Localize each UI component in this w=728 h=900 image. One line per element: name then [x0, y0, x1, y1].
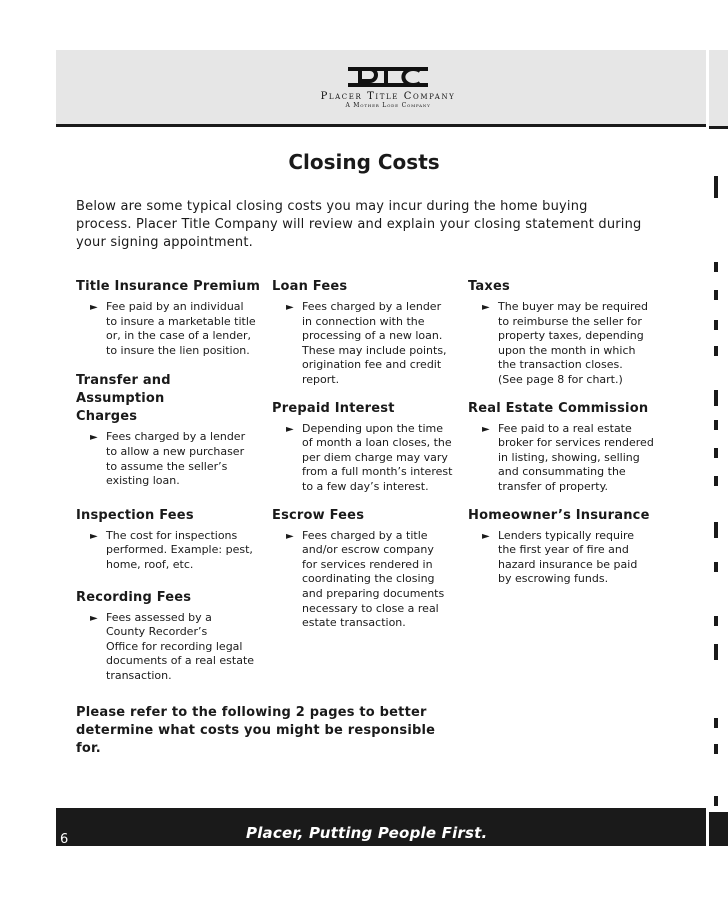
section-homeowners-insurance [468, 507, 658, 587]
section-inspection-fees [76, 507, 266, 573]
list-item: ► Fees charged by a lender to allow a new purchaser to assume the seller’s existing loan. [90, 430, 246, 488]
bullet-arrow-icon: ► [90, 612, 98, 624]
section-taxes [468, 278, 658, 388]
list-item: ► Depending upon the time of month a loan closes, the per diem charge may vary from a full month’s interest to a few day’s interest. [286, 421, 453, 493]
section-heading: Title Insurance Premium [76, 279, 261, 294]
list-item: ► Lenders typically require the first year of fire and hazard insurance be paid by escrowing funds. [482, 528, 638, 586]
company-logo [288, 64, 488, 109]
column-3 [468, 278, 658, 597]
section-recording-fees [76, 589, 266, 684]
section-heading: Escrow Fees [272, 507, 365, 523]
logo-company-name: Placer Title Company [320, 91, 456, 102]
edge-mark [714, 290, 718, 300]
list-item: ► Fees assessed by a County Recorder’s Office for recording legal documents of a real estate transaction. [90, 610, 255, 682]
section-prepaid-interest [272, 400, 462, 495]
section-transfer-assumption [76, 372, 266, 488]
section-heading: Loan Fees [272, 279, 348, 294]
section-escrow-fees [272, 507, 462, 631]
edge-mark [714, 796, 718, 806]
bullet-arrow-icon: ► [90, 432, 98, 444]
section-loan-fees [272, 278, 462, 388]
list-item: ► The cost for inspections performed. Example: pest, home, roof, etc. [90, 528, 253, 571]
edge-mark [714, 448, 718, 458]
page-title: Closing Costs [288, 150, 440, 174]
closing-note: Please refer to the following 2 pages to better determine what costs you might be responsible for. [76, 705, 436, 756]
intro-paragraph: Below are some typical closing costs you may incur during the home buying process. Placer Title Company will review and explain your closing statement during your signing appointment. [76, 199, 642, 250]
page-number: 6 [60, 832, 69, 847]
list-item: ► The buyer may be required to reimburse the seller for property taxes, depending upon the month in which the transaction closes. (See page 8 for chart.) [482, 300, 649, 386]
edge-mark [714, 390, 718, 406]
section-real-estate-commission [468, 400, 658, 495]
next-page-edge-bottom [709, 812, 728, 846]
section-heading: Transfer and Assumption Charges [76, 373, 171, 425]
edge-mark [714, 320, 718, 330]
edge-mark [714, 420, 718, 430]
edge-mark [714, 476, 718, 486]
section-heading: Real Estate Commission [468, 400, 649, 416]
column-2 [272, 278, 462, 641]
footer-tagline: Placer, Putting People First. [246, 824, 488, 842]
edge-mark [714, 262, 718, 272]
bullet-arrow-icon: ► [286, 530, 294, 542]
section-heading: Homeowner’s Insurance [468, 507, 650, 523]
bullet-arrow-icon: ► [482, 423, 490, 435]
section-heading: Prepaid Interest [272, 400, 395, 416]
section-heading: Taxes [468, 279, 510, 294]
edge-mark [714, 644, 718, 660]
column-1 [76, 278, 266, 694]
edge-mark [714, 176, 718, 198]
edge-mark [714, 522, 718, 538]
bullet-arrow-icon: ► [90, 530, 98, 542]
list-item: ► Fee paid by an individual to insure a marketable title or, in the case of a lender, to insure the lien position. [90, 300, 256, 357]
bullet-arrow-icon: ► [482, 530, 490, 542]
edge-mark [714, 562, 718, 572]
section-title-insurance [76, 278, 266, 358]
section-heading: Inspection Fees [76, 507, 194, 523]
list-item: ► Fees charged by a lender in connection with the processing of a new loan. These may include points, origination fee and credit report. [286, 300, 447, 386]
page-header [56, 50, 706, 127]
edge-mark [714, 718, 718, 728]
ptc-monogram-icon [346, 64, 430, 90]
bullet-arrow-icon: ► [482, 302, 490, 313]
edge-mark [714, 616, 718, 626]
edge-mark [714, 744, 718, 754]
section-heading: Recording Fees [76, 589, 192, 605]
bullet-arrow-icon: ► [90, 302, 98, 313]
next-page-edge-top [709, 50, 728, 129]
list-item: ► Fees charged by a title and/or escrow company for services rendered in coordinating the closing and preparing documents necessary to close a real estate transaction. [286, 528, 445, 630]
edge-mark [714, 346, 718, 356]
bullet-arrow-icon: ► [286, 302, 294, 313]
list-item: ► Fee paid to a real estate broker for services rendered in listing, showing, selling and consummating the transfer of property. [482, 421, 654, 493]
logo-subtitle: A Mother Lode Company [345, 102, 431, 109]
bullet-arrow-icon: ► [286, 423, 294, 435]
